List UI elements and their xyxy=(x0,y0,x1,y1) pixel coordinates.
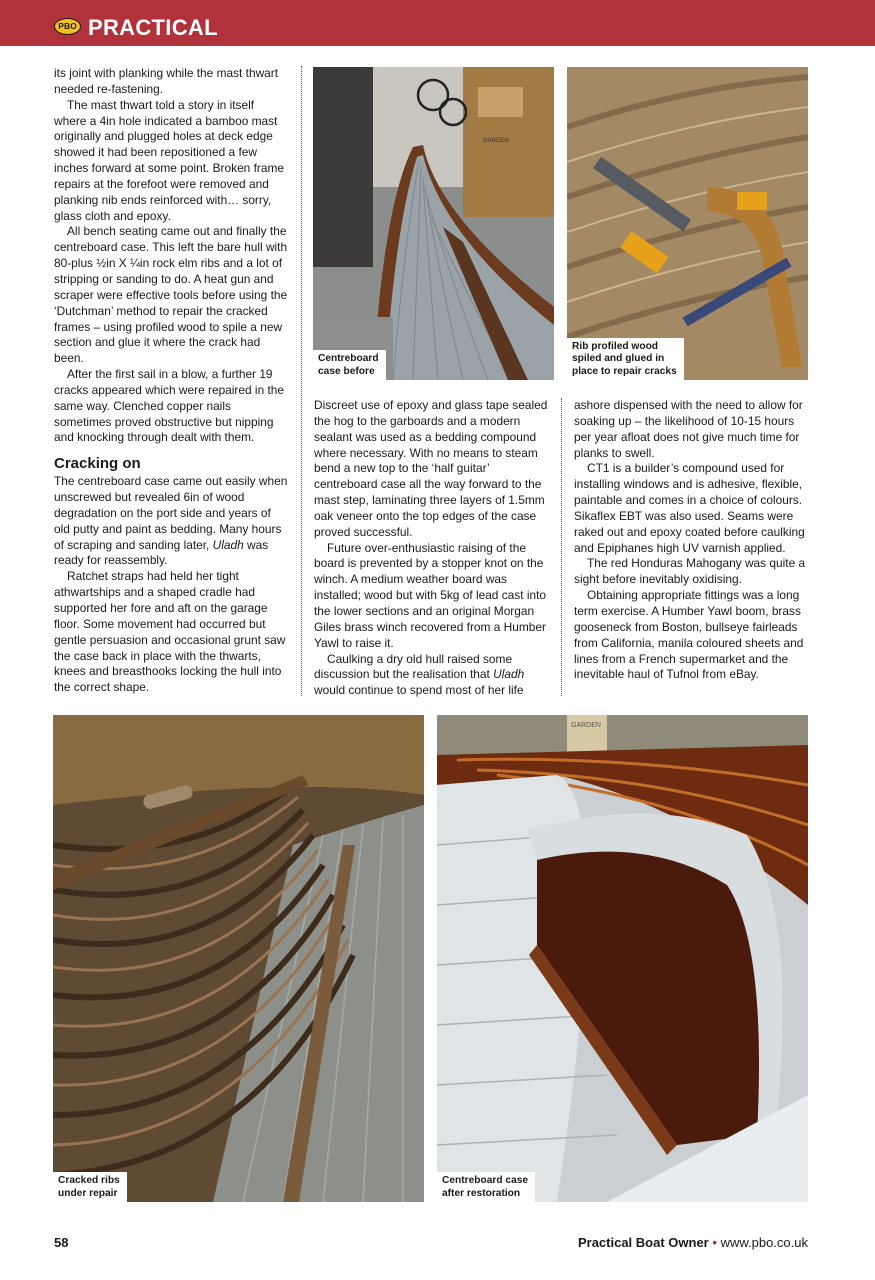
website-link[interactable]: www.pbo.co.uk xyxy=(720,1235,808,1250)
box-label: GARDEN xyxy=(571,722,601,729)
paragraph: ashore dispensed with the need to allow for soaking up – the likelihood of 10-15 hours per year afloat does not give much time for planks to swell. xyxy=(574,398,803,460)
photo-caption: Centreboard case after restoration xyxy=(437,1172,535,1202)
subheading: Cracking on xyxy=(54,455,141,473)
photo-caption: Centreboard case before xyxy=(313,350,386,380)
paragraph: its joint with planking while the mast thwart needed re-fastening. xyxy=(54,66,279,96)
photo-caption: Cracked ribs under repair xyxy=(53,1172,127,1202)
photo-cracked-ribs xyxy=(53,715,424,1202)
text-column-2 xyxy=(314,398,554,699)
magazine-name: Practical Boat Owner xyxy=(577,1235,709,1250)
photo-centreboard-case-after xyxy=(437,715,808,1202)
paragraph: Caulking a dry old hull raised some discussion but the realisation that Uladh would continue to spend most of her life xyxy=(314,651,525,698)
paragraph: The mast thwart told a story in itself where a 4in hole indicated a bamboo mast originally and plugged holes at deck edge showed it had been repositioned a few inches forward at some point. Broken frame repairs at the forefoot were removed and planking nib ends reinforced with… sorry, glass cloth and epoxy. xyxy=(54,97,284,223)
paragraph: Discreet use of epoxy and glass tape sealed the hog to the garboards and a modern sealant was used as a bedding compound where necessary. With no means to steam bend a new top to the ‘half guitar’ centreboard case all the way forward to the mast step, laminating three layers of 1.5mm oak veneer onto the top edges of the case proved successful. xyxy=(314,398,548,539)
photo-rib-repair xyxy=(567,67,808,380)
footer-credit xyxy=(578,1235,808,1250)
page-number: 58 xyxy=(54,1235,69,1250)
pbo-logo: PBO xyxy=(54,18,81,35)
paragraph: Ratchet straps had held her tight athwartships and a shaped cradle had supported her fore and aft on the garage floor. Some movement had occurred but gentle persuasion and occasional grunt saw the case back in place with the thwarts, knees and breasthooks locking the hull into the correct shape. xyxy=(54,569,286,695)
photo-caption: Rib profiled wood spiled and glued in place to repair cracks xyxy=(567,338,684,380)
paragraph: After the first sail in a blow, a further 19 cracks appeared which were repaired in the same way. Clenched copper nails sometimes proved obstructive but nipping and knocking through dealt with them. xyxy=(54,367,285,445)
photo-centreboard-case-before xyxy=(313,67,554,380)
paragraph: Obtaining appropriate fittings was a long term exercise. A Humber Yawl boom, brass gooseneck from Boston, bullseye fairleads from California, manila coloured sheets and lines from a French supermarket and the inevitable haul of Tufnol from eBay. xyxy=(574,588,804,682)
paragraph: The red Honduras Mahogany was quite a sight before inevitably oxidising. xyxy=(574,556,806,587)
text-column-3 xyxy=(574,398,810,683)
column-divider xyxy=(301,66,302,696)
section-title: PRACTICAL xyxy=(88,15,218,40)
box-label: GARDEN xyxy=(483,138,509,144)
paragraph: CT1 is a builder’s compound used for installing windows and is adhesive, flexible, paintable and comes in a choice of colours. Sikaflex EBT was also used. Seams were raked out and epoxy coated before caulking and Epiphanes high UV varnish applied. xyxy=(574,461,805,555)
paragraph: All bench seating came out and finally the centreboard case. This left the bare hull with 80-plus ½in X ¼in rock elm ribs and a lot of stripping or sanding to do. A heat gun and scraper were effective tools before using the ‘Dutchman’ method to repair the cracked frames – using profiled wood to spile a new section and glue it where the crack had been. xyxy=(54,224,288,366)
text-column-1 xyxy=(54,66,288,696)
paragraph: The centreboard case came out easily when unscrewed but revealed 6in of wood degradation on the port side and years of old putty and paint as bedding. Many hours of scraping and sanding later, Uladh was ready for reassembly. xyxy=(54,474,288,568)
footer-separator: • xyxy=(712,1235,717,1250)
column-divider xyxy=(561,398,562,696)
paragraph: Future over-enthusiastic raising of the board is prevented by a stopper knot on the winch. A medium weather board was installed; wood but with 5kg of lead cast into the lower sections and an original Morgan Giles brass winch recovered from a Humber Yawl to raise it. xyxy=(314,540,547,650)
